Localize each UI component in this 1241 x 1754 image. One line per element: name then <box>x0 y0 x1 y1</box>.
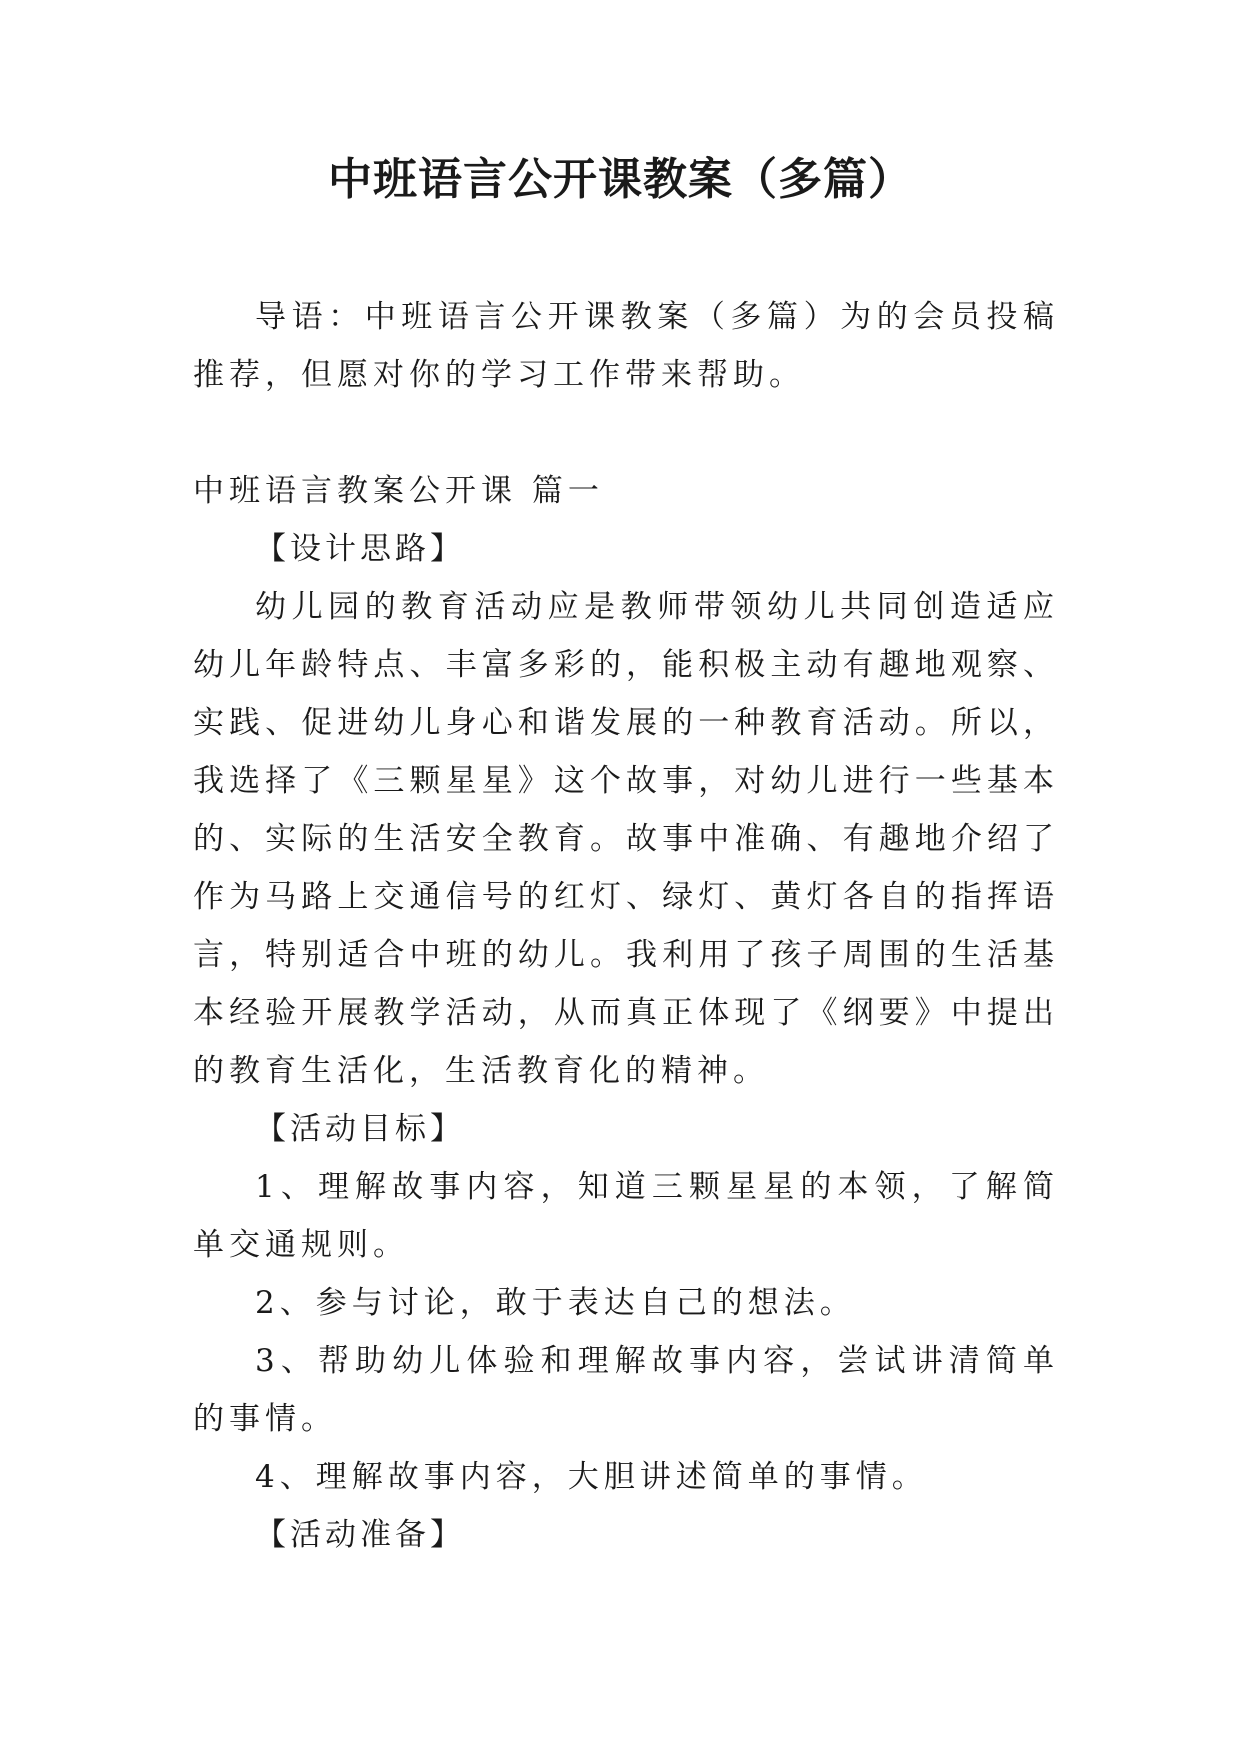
goal-item: 2、参与讨论，敢于表达自己的想法。 <box>255 1285 856 1321</box>
document-title: 中班语言公开课教案（多篇） <box>328 154 913 205</box>
prep-heading: 【活动准备】 <box>255 1517 465 1553</box>
section-title: 中班语言教案公开课 篇一 <box>193 473 604 509</box>
design-paragraph: 幼儿园的教育活动应是教师带领幼儿共同创造适应幼儿年龄特点、丰富多彩的，能积极主动有趣地观察、实践、促进幼儿身心和谐发展的一种教育活动。所以，我选择了《三颗星星》这个故事，对幼儿进行一些基本的、实际的生活安全教育。故事中准确、有趣地介绍了作为马路上交通信号的红灯、绿灯、黄灯各自的指挥语言，特别适合中班的幼儿。我利用了孩子周围的生活基本经验开展教学活动，从而真正体现了《纲要》中提出的教育生活化，生活教育化的精神。 <box>193 589 1059 1089</box>
document-body <box>193 288 1059 1564</box>
goal-item: 4、理解故事内容，大胆讲述简单的事情。 <box>255 1459 928 1495</box>
goal-item: 1、理解故事内容，知道三颗星星的本领，了解简单交通规则。 <box>193 1169 1059 1263</box>
design-heading: 【设计思路】 <box>255 531 465 567</box>
intro-paragraph: 导语：中班语言公开课教案（多篇）为的会员投稿推荐，但愿对你的学习工作带来帮助。 <box>193 299 1059 393</box>
goals-heading: 【活动目标】 <box>255 1111 465 1147</box>
goal-item: 3、帮助幼儿体验和理解故事内容，尝试讲清简单的事情。 <box>193 1343 1059 1437</box>
